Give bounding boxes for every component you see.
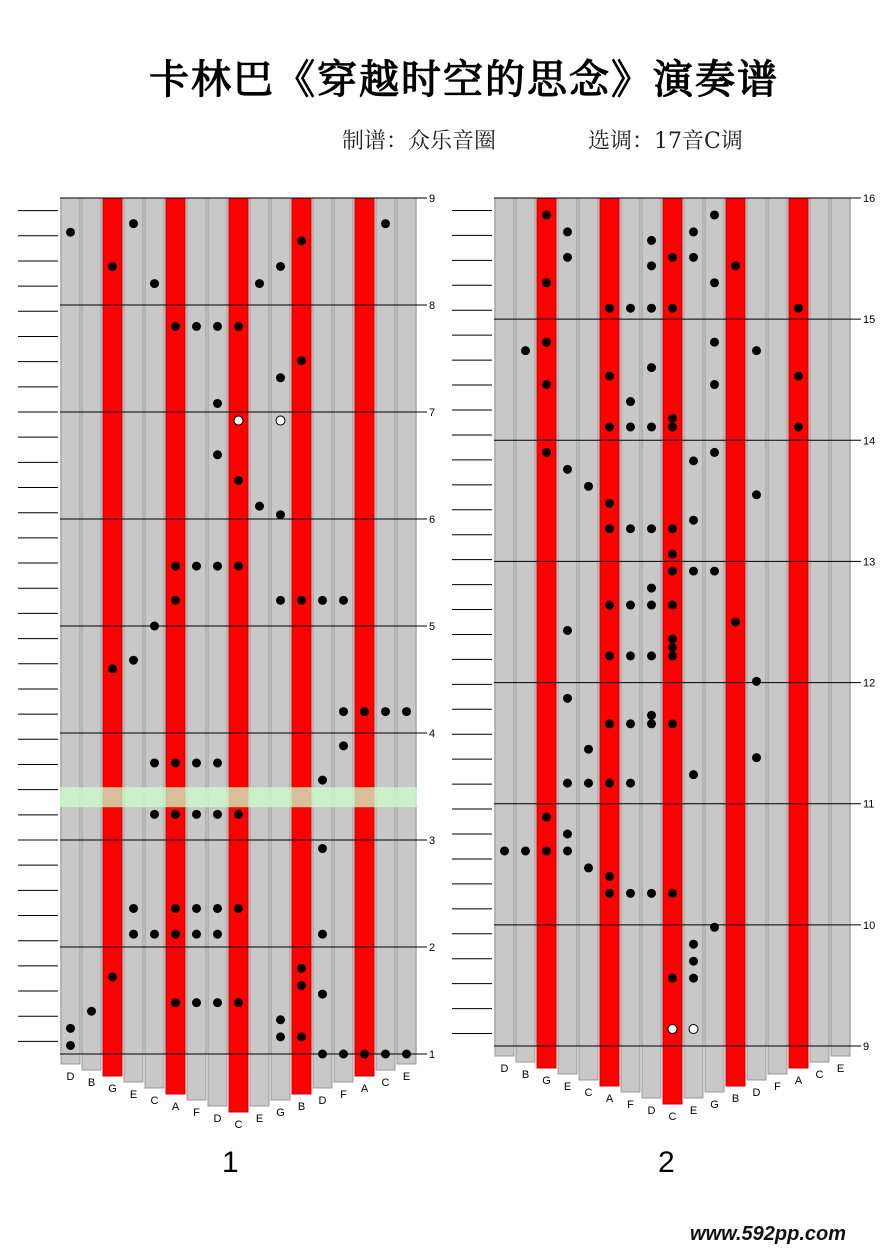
note-dot: [605, 524, 614, 533]
measure-number: 4: [429, 728, 436, 740]
note-dot: [381, 707, 390, 716]
tine-label: D: [647, 1105, 656, 1117]
note-dot: [668, 414, 677, 423]
tine-label: F: [193, 1107, 200, 1119]
note-dot: [794, 304, 803, 313]
note-dot: [234, 476, 243, 485]
note-dot: [129, 656, 138, 665]
note-dot: [626, 719, 635, 728]
note-dot: [276, 1015, 285, 1024]
tine-label: D: [66, 1071, 75, 1083]
note-dot: [668, 634, 677, 643]
measure-number: 13: [863, 556, 876, 569]
note-dot: [584, 745, 593, 754]
note-dot: [276, 1032, 285, 1041]
measure-number: 14: [863, 435, 876, 448]
note-dot: [234, 998, 243, 1007]
note-hollow: [689, 1025, 698, 1034]
note-dot: [605, 304, 614, 313]
note-dot: [297, 236, 306, 245]
note-dot: [318, 596, 327, 605]
note-dot: [647, 422, 656, 431]
note-dot: [668, 601, 677, 610]
panel-label-2: 2: [658, 1146, 675, 1179]
kalimba-panel-2: [452, 188, 876, 1123]
note-dot: [584, 779, 593, 788]
note-dot: [689, 567, 698, 576]
note-dot: [731, 261, 740, 270]
note-dot: [647, 889, 656, 898]
note-dot: [563, 779, 572, 788]
note-dot: [752, 753, 761, 762]
key-text: 选调：17音C调: [588, 129, 743, 154]
note-dot: [213, 450, 222, 459]
note-dot: [647, 524, 656, 533]
note-dot: [108, 664, 117, 673]
note-dot: [794, 422, 803, 431]
note-dot: [276, 262, 285, 271]
note-dot: [171, 596, 180, 605]
note-dot: [129, 219, 138, 228]
note-dot: [360, 1050, 369, 1059]
note-dot: [731, 618, 740, 627]
note-dot: [563, 830, 572, 839]
note-dot: [605, 499, 614, 508]
note-dot: [647, 304, 656, 313]
note-dot: [668, 643, 677, 652]
panel-label-1: 1: [222, 1146, 239, 1179]
note-dot: [150, 930, 159, 939]
tine-label: A: [794, 1075, 803, 1087]
note-dot: [297, 964, 306, 973]
tine-label: D: [752, 1087, 761, 1099]
note-hollow: [276, 416, 285, 425]
note-dot: [710, 278, 719, 287]
tine-F: [187, 198, 206, 1100]
tine-B: [292, 198, 311, 1094]
tine-label: E: [563, 1081, 572, 1093]
tine-C: [579, 198, 598, 1080]
tine-label: B: [297, 1101, 306, 1113]
measure-number: 10: [863, 919, 876, 932]
note-dot: [276, 596, 285, 605]
note-dot: [381, 1050, 390, 1059]
note-dot: [192, 930, 201, 939]
note-dot: [360, 707, 369, 716]
tine-E: [558, 198, 577, 1074]
note-dot: [66, 1024, 75, 1033]
note-dot: [339, 741, 348, 750]
tine-C: [810, 198, 829, 1062]
note-dot: [689, 770, 698, 779]
note-dot: [108, 262, 117, 271]
note-dot: [563, 227, 572, 236]
note-dot: [626, 304, 635, 313]
tine-label: B: [521, 1069, 530, 1081]
note-dot: [668, 253, 677, 262]
tine-C: [376, 198, 395, 1070]
note-dot: [584, 482, 593, 491]
note-dot: [213, 930, 222, 939]
note-dot: [647, 601, 656, 610]
note-dot: [542, 210, 551, 219]
note-dot: [710, 380, 719, 389]
note-dot: [668, 651, 677, 660]
kalimba-tab-1: [18, 188, 438, 1131]
tine-E: [250, 198, 269, 1106]
note-dot: [668, 550, 677, 559]
note-dot: [689, 974, 698, 983]
tine-label: E: [402, 1071, 411, 1083]
note-dot: [521, 846, 530, 855]
kalimba-panel-1: [18, 188, 438, 1131]
note-dot: [626, 601, 635, 610]
note-dot: [605, 372, 614, 381]
measure-number: 8: [429, 300, 436, 312]
note-dot: [626, 524, 635, 533]
note-dot: [318, 1050, 327, 1059]
note-dot: [668, 974, 677, 983]
note-dot: [171, 758, 180, 767]
note-dot: [626, 422, 635, 431]
note-dot: [171, 930, 180, 939]
note-dot: [297, 1032, 306, 1041]
tine-label: G: [542, 1075, 551, 1087]
note-hollow: [234, 416, 243, 425]
note-dot: [542, 813, 551, 822]
note-dot: [647, 363, 656, 372]
note-dot: [192, 904, 201, 913]
tine-label: E: [255, 1113, 264, 1125]
note-dot: [234, 904, 243, 913]
note-dot: [626, 651, 635, 660]
note-dot: [213, 322, 222, 331]
tine-label: E: [836, 1063, 845, 1075]
note-dot: [150, 279, 159, 288]
tine-label: D: [500, 1063, 509, 1075]
note-dot: [605, 889, 614, 898]
tine-G: [705, 198, 724, 1092]
note-dot: [318, 844, 327, 853]
tine-C: [145, 198, 164, 1088]
note-dot: [192, 758, 201, 767]
note-dot: [626, 889, 635, 898]
tine-D: [61, 198, 80, 1064]
tine-label: F: [627, 1099, 634, 1111]
measure-number: 11: [863, 798, 875, 811]
note-dot: [689, 227, 698, 236]
tine-label: B: [731, 1093, 740, 1105]
note-dot: [150, 758, 159, 767]
note-dot: [668, 719, 677, 728]
tine-label: G: [276, 1107, 285, 1119]
note-dot: [710, 923, 719, 932]
tine-F: [334, 198, 353, 1082]
note-dot: [129, 904, 138, 913]
tine-label: E: [689, 1105, 698, 1117]
note-dot: [402, 1050, 411, 1059]
tine-label: B: [87, 1077, 96, 1089]
note-dot: [339, 707, 348, 716]
watermark: www.592pp.com: [690, 1223, 846, 1245]
measure-number: 12: [863, 677, 876, 690]
note-dot: [171, 322, 180, 331]
tine-label: G: [710, 1099, 719, 1111]
tine-D: [495, 198, 514, 1056]
note-dot: [171, 998, 180, 1007]
tine-D: [747, 198, 766, 1080]
note-dot: [255, 279, 264, 288]
note-dot: [626, 397, 635, 406]
note-dot: [318, 776, 327, 785]
note-dot: [213, 998, 222, 1007]
note-dot: [234, 562, 243, 571]
tine-label: C: [584, 1087, 593, 1099]
note-dot: [297, 981, 306, 990]
note-dot: [213, 758, 222, 767]
tine-F: [621, 198, 640, 1092]
note-dot: [542, 846, 551, 855]
note-dot: [605, 872, 614, 881]
tine-B: [726, 198, 745, 1086]
note-dot: [150, 622, 159, 631]
note-dot: [689, 253, 698, 262]
tine-D: [642, 198, 661, 1098]
note-dot: [213, 904, 222, 913]
page-title: 卡林巴《穿越时空的思念》演奏谱: [149, 57, 779, 103]
tine-A: [789, 198, 808, 1068]
tine-label: D: [318, 1095, 327, 1107]
measure-number: 9: [429, 193, 436, 205]
note-dot: [689, 456, 698, 465]
tine-A: [355, 198, 374, 1076]
note-dot: [647, 651, 656, 660]
measure-number: 16: [863, 193, 876, 205]
tine-E: [397, 198, 416, 1064]
note-dot: [563, 846, 572, 855]
kalimba-tab-2: [452, 188, 876, 1123]
note-dot: [668, 422, 677, 431]
tine-F: [768, 198, 787, 1074]
measure-number: 2: [429, 942, 436, 954]
note-hollow: [668, 1025, 677, 1034]
note-dot: [276, 510, 285, 519]
tine-G: [537, 198, 556, 1068]
tine-label: G: [108, 1083, 117, 1095]
note-dot: [710, 567, 719, 576]
note-dot: [752, 677, 761, 686]
note-dot: [213, 562, 222, 571]
note-dot: [542, 448, 551, 457]
note-dot: [276, 373, 285, 382]
note-dot: [234, 810, 243, 819]
note-dot: [297, 356, 306, 365]
note-dot: [647, 236, 656, 245]
note-dot: [150, 810, 159, 819]
measure-number: 7: [429, 407, 436, 419]
note-dot: [647, 584, 656, 593]
tine-label: C: [815, 1069, 824, 1081]
note-dot: [626, 779, 635, 788]
note-dot: [339, 596, 348, 605]
note-dot: [213, 810, 222, 819]
arranger-text: 制谱：众乐音圈: [342, 129, 497, 154]
tine-C: [229, 198, 248, 1112]
note-dot: [563, 694, 572, 703]
highlight-row: [60, 787, 417, 807]
measure-number: 6: [429, 514, 436, 526]
note-dot: [647, 261, 656, 270]
note-dot: [752, 490, 761, 499]
measure-number: 5: [429, 621, 436, 633]
note-dot: [689, 516, 698, 525]
note-dot: [668, 524, 677, 533]
note-dot: [500, 846, 509, 855]
note-dot: [66, 1041, 75, 1050]
note-dot: [234, 322, 243, 331]
tine-G: [103, 198, 122, 1076]
note-dot: [647, 719, 656, 728]
note-dot: [542, 338, 551, 347]
note-dot: [87, 1007, 96, 1016]
tine-D: [313, 198, 332, 1088]
note-dot: [605, 651, 614, 660]
tine-label: F: [340, 1089, 347, 1101]
note-dot: [318, 990, 327, 999]
note-dot: [563, 626, 572, 635]
note-dot: [647, 711, 656, 720]
note-dot: [605, 422, 614, 431]
note-dot: [542, 380, 551, 389]
note-dot: [605, 719, 614, 728]
tine-label: C: [234, 1119, 243, 1131]
tine-label: E: [129, 1089, 138, 1101]
note-dot: [192, 810, 201, 819]
note-dot: [108, 972, 117, 981]
note-dot: [381, 219, 390, 228]
note-dot: [668, 567, 677, 576]
note-dot: [542, 278, 551, 287]
tine-label: C: [668, 1111, 677, 1123]
tine-label: A: [171, 1101, 180, 1113]
note-dot: [668, 304, 677, 313]
tine-B: [516, 198, 535, 1062]
tine-A: [166, 198, 185, 1094]
measure-number: 15: [863, 314, 876, 327]
tine-label: D: [213, 1113, 222, 1125]
tine-D: [208, 198, 227, 1106]
note-dot: [129, 930, 138, 939]
note-dot: [171, 810, 180, 819]
note-dot: [668, 889, 677, 898]
note-dot: [521, 346, 530, 355]
tine-label: A: [360, 1083, 369, 1095]
tine-label: C: [381, 1077, 390, 1089]
note-dot: [318, 930, 327, 939]
note-dot: [710, 210, 719, 219]
note-dot: [584, 863, 593, 872]
note-dot: [66, 228, 75, 237]
note-dot: [605, 601, 614, 610]
note-dot: [192, 562, 201, 571]
tine-G: [271, 198, 290, 1100]
note-dot: [563, 253, 572, 262]
note-dot: [689, 957, 698, 966]
note-dot: [710, 448, 719, 457]
note-dot: [255, 502, 264, 511]
note-dot: [752, 346, 761, 355]
tine-A: [600, 198, 619, 1086]
note-dot: [192, 998, 201, 1007]
note-dot: [192, 322, 201, 331]
note-dot: [213, 399, 222, 408]
note-dot: [402, 707, 411, 716]
tine-B: [82, 198, 101, 1070]
tine-label: C: [150, 1095, 159, 1107]
note-dot: [563, 465, 572, 474]
note-dot: [794, 372, 803, 381]
note-dot: [297, 596, 306, 605]
tine-label: A: [605, 1093, 614, 1105]
tine-label: F: [774, 1081, 781, 1093]
note-dot: [689, 940, 698, 949]
measure-number: 1: [429, 1049, 436, 1061]
measure-number: 3: [429, 835, 436, 847]
note-dot: [605, 779, 614, 788]
tine-E: [831, 198, 850, 1056]
note-dot: [339, 1050, 348, 1059]
tine-E: [124, 198, 143, 1082]
note-dot: [710, 338, 719, 347]
measure-number: 9: [863, 1041, 870, 1053]
note-dot: [171, 904, 180, 913]
note-dot: [171, 562, 180, 571]
